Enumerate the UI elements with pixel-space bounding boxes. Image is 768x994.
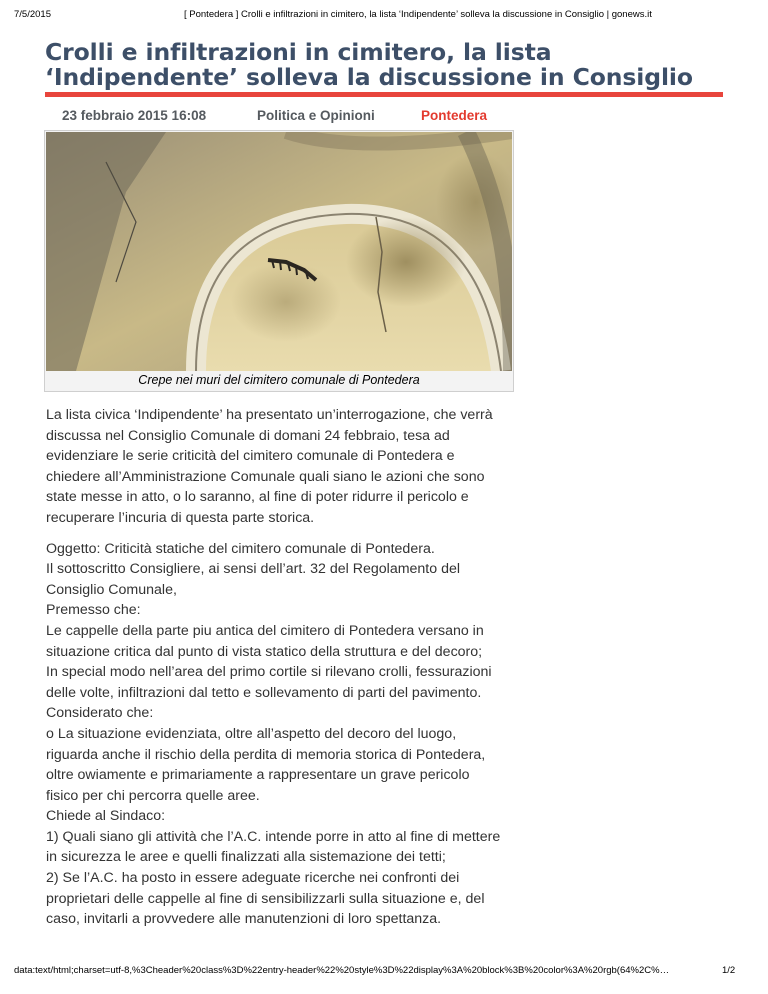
- text-line: discussa nel Consiglio Comunale di domani 24 febbraio, tesa ad: [46, 427, 450, 444]
- text-line: Chiede al Sindaco:: [46, 808, 166, 825]
- page-url: data:text/html;charset=utf-8,%3Cheader%20class%3D%22entry-header%22%20style%3D%22display%3A%20block%3B%20color%3A%20rgb(64%2C%…: [14, 965, 670, 976]
- text-line: o La situazione evidenziata, oltre all’aspetto del decoro del luogo,: [46, 725, 457, 742]
- text-line: in sicurezza le aree e quelli finalizzati alla sistemazione dei tetti;: [46, 849, 446, 866]
- title-divider: [45, 92, 723, 97]
- text-line: 2) Se l’A.C. ha posto in essere adeguate ricerche nei confronti dei: [46, 870, 460, 887]
- text-line: 1) Quali siano gli attività che l’A.C. intende porre in atto al fine di mettere: [46, 828, 501, 845]
- cemetery-photo: [46, 132, 512, 371]
- article-title: [45, 40, 725, 90]
- print-header: [0, 9, 768, 23]
- text-line: Il sottoscritto Consigliere, ai sensi dell’art. 32 del Regolamento del: [46, 561, 461, 578]
- interrogation-paragraph: [46, 539, 526, 930]
- text-line: recuperare l’incuria di questa parte storica.: [46, 509, 315, 526]
- text-line: oltre owiamente e primariamente a rappresentare un grave pericolo: [46, 767, 470, 784]
- text-line: Considerato che:: [46, 705, 154, 722]
- text-line: situazione critica dal punto di vista statico della struttura e del decoro;: [46, 643, 483, 660]
- text-line: caso, invitarli a provvedere alle manutenzioni di loro spettanza.: [46, 911, 442, 928]
- text-line: chiedere all’Amministrazione Comunale quali siano le azioni che sono: [46, 468, 485, 485]
- text-line: La lista civica ‘Indipendente’ ha presentato un’interrogazione, che verrà: [46, 407, 493, 423]
- text-line: proprietari delle cappelle al fine di sensibilizzarli sulla situazione e, del: [46, 890, 485, 907]
- article-figure: [44, 130, 514, 392]
- text-line: Le cappelle della parte piu antica del cimitero di Pontedera versano in: [46, 622, 484, 639]
- article-location-link[interactable]: Pontedera: [421, 108, 488, 123]
- print-date: 7/5/2015: [14, 9, 51, 20]
- article-title-line-1: Crolli e infiltrazioni in cimitero, la lista: [45, 38, 552, 66]
- text-line: state messe in atto, o lo saranno, al fine di poter ridurre il pericolo e: [46, 489, 469, 506]
- text-line: Premesso che:: [46, 602, 141, 619]
- text-line: riguarda anche il rischio della perdita di memoria storica di Pontedera,: [46, 746, 486, 763]
- print-page-title: [ Pontedera ] Crolli e infiltrazioni in cimitero, la lista ‘Indipendente’ solleva la discussione in Consiglio | gonews.it: [184, 9, 652, 20]
- page-number: 1/2: [722, 965, 736, 976]
- text-line: evidenziare le serie criticità del cimitero comunale di Pontedera e: [46, 448, 455, 465]
- text-line: fisico per chi percorra quelle aree.: [46, 787, 260, 804]
- text-line: delle volte, infiltrazioni dal tetto e sollevamento di parti del pavimento.: [46, 684, 482, 701]
- text-line: In special modo nell’area del primo cortile si rilevano crolli, fessurazioni: [46, 664, 492, 681]
- text-line: Consiglio Comunale,: [46, 581, 177, 598]
- text-line: Oggetto: Criticità statiche del cimitero comunale di Pontedera.: [46, 540, 435, 557]
- article-title-line-2: ‘Indipendente’ solleva la discussione in Consiglio: [45, 63, 693, 91]
- article-category-link[interactable]: Politica e Opinioni: [257, 108, 375, 123]
- intro-paragraph: [46, 405, 526, 529]
- article-date: 23 febbraio 2015 16:08: [62, 108, 207, 123]
- figure-caption: Crepe nei muri del cimitero comunale di Pontedera: [138, 373, 420, 387]
- article-body: [46, 405, 526, 930]
